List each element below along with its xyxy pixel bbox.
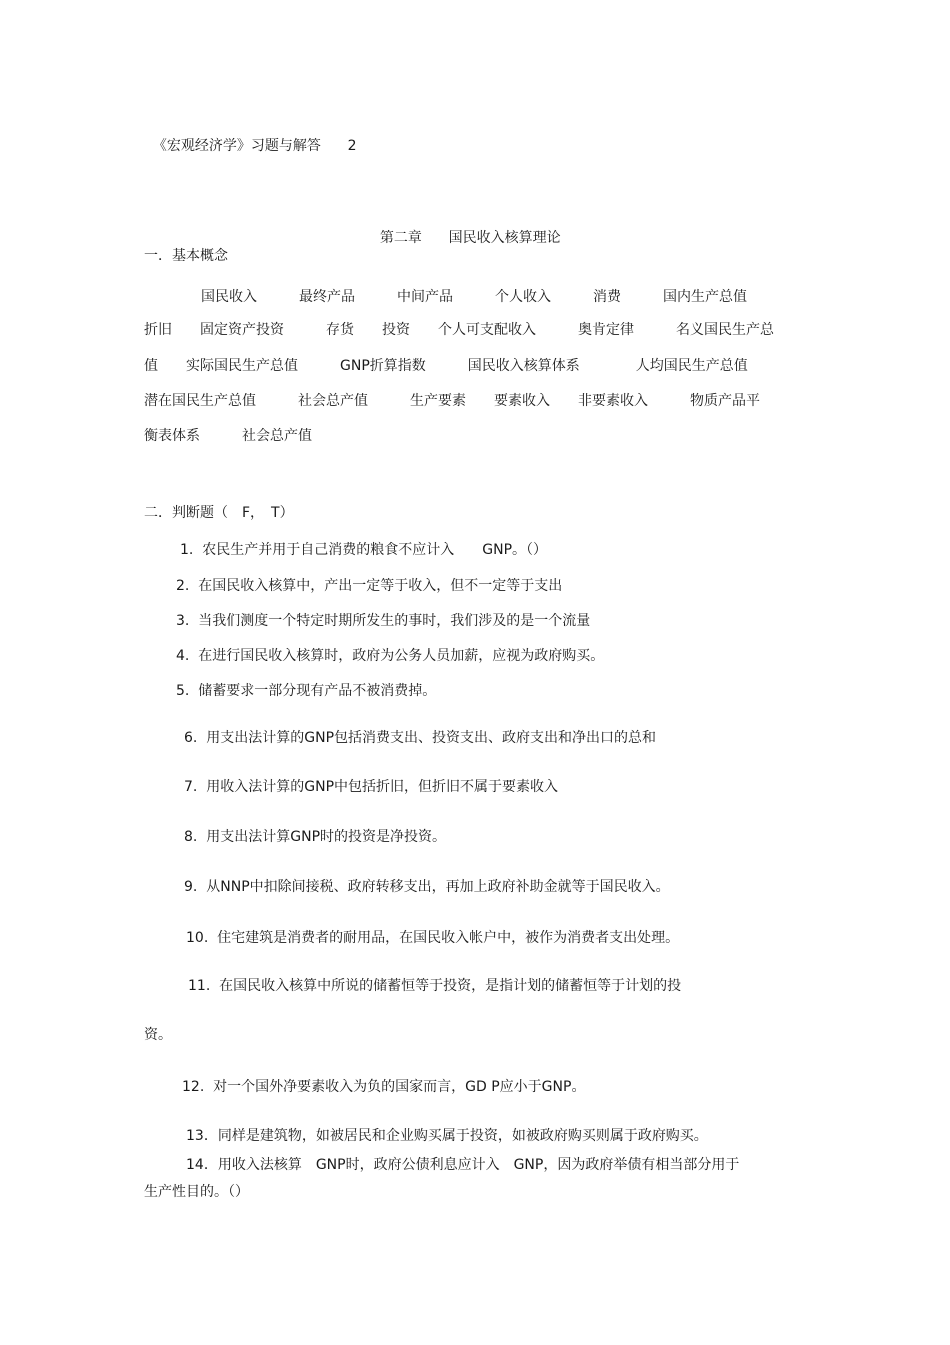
concept-line: 国民收入 最终产品 中间产品 个人收入 消费 国内生产总值: [201, 289, 747, 305]
question-item: 10. 住宅建筑是消费者的耐用品，在国民收入帐户中，被作为消费者支出处理。: [186, 930, 680, 946]
document-title: 《宏观经济学》习题与解答: [152, 138, 321, 154]
question-item: 7. 用收入法计算的GNP中包括折旧，但折旧不属于要素收入: [184, 779, 559, 795]
concept-line: 折旧 固定资产投资 存货 投资 个人可支配收入 奥肯定律 名义国民生产总: [144, 322, 774, 338]
page-number: 2: [347, 138, 357, 154]
question-item: 3. 当我们测度一个特定时期所发生的事时，我们涉及的是一个流量: [176, 613, 591, 629]
question-item: 14．用收入法核算 GNP时，政府公债利息应计入 GNP，因为政府举债有相当部分用于: [186, 1157, 740, 1173]
question-item: 13．同样是建筑物，如被居民和企业购买属于投资，如被政府购买则属于政府购买。: [186, 1128, 708, 1144]
chapter-title: 国民收入核算理论: [448, 230, 561, 246]
question-item: 9. 从NNP中扣除间接税、政府转移支出，再加上政府补助金就等于国民收入。: [184, 879, 670, 895]
concept-line: 值 实际国民生产总值 GNP折算指数 国民收入核算体系 人均国民生产总值: [144, 358, 748, 374]
concept-line: 衡表体系 社会总产值: [144, 428, 312, 444]
question-item: 11. 在国民收入核算中所说的储蓄恒等于投资，是指计划的储蓄恒等于计划的投: [188, 978, 682, 994]
question-item: 1. 农民生产并用于自己消费的粮食不应计入 GNP。（）: [180, 542, 548, 558]
chapter-number: 第二章: [379, 230, 422, 246]
question-item-continuation: 生产性目的。（）: [144, 1184, 249, 1200]
section-true-false-heading: 二．判断题（ F， T）: [144, 505, 294, 521]
question-item: 8. 用支出法计算GNP时的投资是净投资。: [184, 829, 447, 845]
section-basic-concepts-heading: 一．基本概念: [144, 248, 228, 264]
document-header: [144, 119, 357, 155]
question-item: 5. 储蓄要求一部分现有产品不被消费掉。: [176, 683, 437, 699]
question-item: 2. 在国民收入核算中，产出一定等于收入，但不一定等于支出: [176, 578, 563, 594]
question-item: 12. 对一个国外净要素收入为负的国家而言，GD P应小于GNP。: [182, 1079, 586, 1095]
question-item: 4. 在进行国民收入核算时，政府为公务人员加薪，应视为政府购买。: [176, 648, 605, 664]
chapter-heading: [371, 211, 561, 247]
question-item: 6. 用支出法计算的GNP包括消费支出、投资支出、政府支出和净出口的总和: [184, 730, 657, 746]
concept-line: 潜在国民生产总值 社会总产值 生产要素 要素收入 非要素收入 物质产品平: [144, 393, 760, 409]
question-item-continuation: 资。: [144, 1027, 172, 1043]
